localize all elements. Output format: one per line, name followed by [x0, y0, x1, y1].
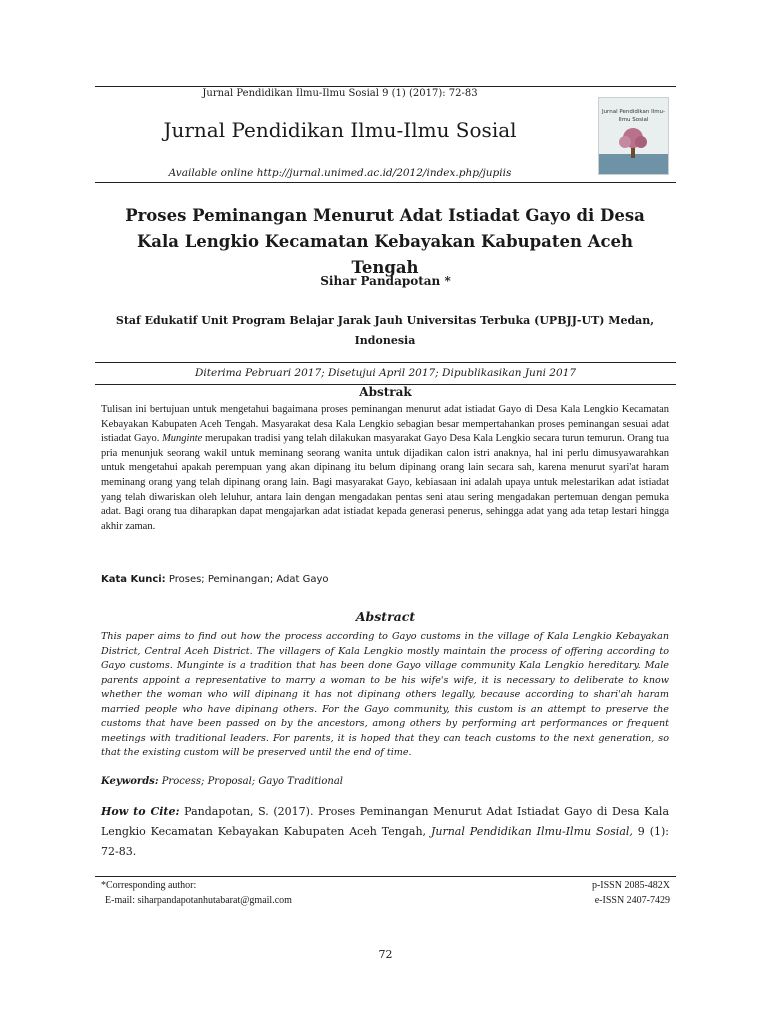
cite-journal: Jurnal Pendidikan Ilmu-Ilmu Sosial,	[430, 825, 633, 838]
keywords-label: Keywords:	[101, 776, 159, 787]
how-to-cite	[101, 802, 669, 862]
author-affiliation: Staf Edukatif Unit Program Belajar Jarak Jauh Universitas Terbuka (UPBJJ-UT) Medan, Indonesia	[115, 314, 655, 347]
publication-dates: Diterima Pebruari 2017; Disetujui April 2017; Dipublikasikan Juni 2017	[194, 367, 576, 379]
journal-title: Jurnal Pendidikan Ilmu-Ilmu Sosial	[163, 118, 517, 142]
keywords-values: Process; Proposal; Gayo Traditional	[161, 776, 344, 787]
running-head: Jurnal Pendidikan Ilmu-Ilmu Sosial 9 (1) (2017): 72-83	[202, 88, 478, 99]
article-title: Proses Peminangan Menurut Adat Istiadat Gayo di Desa Kala Lengkio Kecamatan Kebayakan Kabupaten Aceh Tengah	[125, 206, 645, 277]
dates-top-rule	[95, 362, 676, 363]
keywords	[101, 776, 343, 787]
abstrak-body	[101, 403, 669, 534]
available-online: Available online http://jurnal.unimed.ac.id/2012/index.php/jupiis	[168, 167, 512, 179]
kata-kunci-values: Proses; Peminangan; Adat Gayo	[168, 574, 329, 585]
abstrak-term: Munginte	[162, 433, 203, 445]
abstract-heading: Abstract	[355, 609, 416, 624]
abstract-body: This paper aims to find out how the process according to Gayo customs in the village of Kala Lengkio Kebayakan District, Central Aceh District. The villagers of Kala Lengkio mostly maintain the process of offering according to Gayo customs. Munginte is a tradition that has been done Gayo village community Kala Lengkio hereditary. Male parents appoint a representative to marry a woman to be his wife's wife, it is necessary to deliberate to know whether the woman who will dipinang it has not dipinang others legally, because according to shari'ah haram married people who have dipinang others. For the Gayo community, this custom is an attempt to preserve the customs that have been passed on by the ancestors, among others by performing art performances or frequent meetings with traditional leaders. For parents, it is hoped that they can teach customs to the next generation, so that the existing custom will be preserved until the end of time.	[101, 631, 669, 758]
author-name: Sihar Pandapotan *	[320, 274, 451, 288]
p-issn: p-ISSN 2085-482X	[591, 880, 670, 891]
cover-title: Jurnal Pendidikan Ilmu-Ilmu Sosial	[601, 109, 666, 123]
kata-kunci	[101, 574, 329, 585]
corresponding-author: *Corresponding author:	[101, 880, 197, 891]
abstrak-text-2: merupakan tradisi yang telah dilakukan masyarakat Gayo Desa Kala Lengkio secara turun temurun. Orang tua pria menunjuk seorang wakil untuk meminang seorang wanita untuk dijadikan calon istri anaknya, hal ini perlu dimusyawarahkan untuk mengetahui apakah perempuan yang akan dipinang itu belum dipinang orang lain secara sah, karena menurut syari'at haram meminang orang yang telah dipinang orang lain.	[101, 433, 670, 488]
page-number: 72	[378, 948, 393, 961]
header-top-rule	[95, 86, 676, 87]
cite-text: Pandapotan, S. (2017). Proses Peminangan Menurut Adat Istiadat Gayo di Desa Kala Lengkio Kecamatan Kebayakan Kabupaten Aceh Tengah,	[101, 805, 669, 838]
abstrak-text-3: Bagi masyarakat Gayo, kebiasaan ini adalah upaya untuk melestarikan adat istiadat yang telah diwariskan oleh leluhur, antara lain dengan mengadakan pentas seni atau sering mengadakan pertemuan dengan pemuka adat. Bagi orang tua diharapkan dapat mengajarkan adat istiadat kepada generasi penerus, sehingga adat yang ada tetap lestari hingga akhir zaman.	[101, 476, 669, 532]
footer-rule	[95, 876, 676, 877]
e-issn: e-ISSN 2407-7429	[594, 895, 670, 906]
journal-cover-image	[598, 97, 669, 175]
header-bottom-rule	[95, 182, 676, 183]
abstrak-text-1: Tulisan ini bertujuan untuk mengetahui bagaimana proses peminangan menurut adat istiadat Gayo di Desa Kala Lengkio Kecamatan Kebayakan Kabupaten Aceh Tengah. Masyarakat desa Kala Lengkio sebagian besar mempertahankan proses peminangan sesuai adat istiadat Gayo.	[101, 404, 669, 445]
cite-label: How to Cite:	[101, 805, 180, 818]
author-email[interactable]: E-mail: siharpandapotanhutabarat@gmail.com	[105, 895, 292, 906]
tree-illustration-icon	[599, 124, 668, 174]
abstrak-heading: Abstrak	[359, 385, 412, 399]
cite-volume: 9 (1): 72-83.	[101, 825, 669, 858]
kata-kunci-label: Kata Kunci:	[101, 574, 166, 585]
